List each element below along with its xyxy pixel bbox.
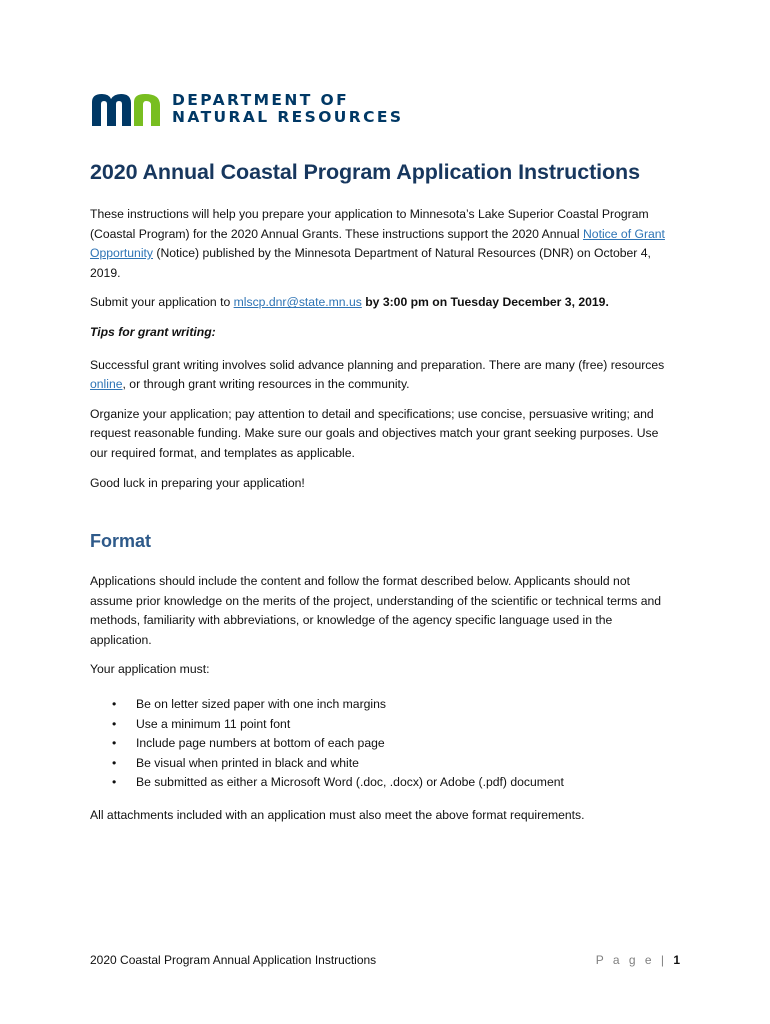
- requirements-list: [90, 695, 670, 793]
- mn-logo-icon: [90, 92, 162, 126]
- tips-heading: Tips for grant writing:: [90, 324, 216, 339]
- email-link[interactable]: mlscp.dnr@state.mn.us: [233, 295, 362, 310]
- deadline-text: by 3:00 pm on Tuesday December 3, 2019.: [361, 295, 609, 310]
- dnr-logo: [90, 92, 403, 126]
- online-link[interactable]: online: [90, 377, 123, 392]
- page-number: 1: [673, 953, 680, 967]
- page-footer: [90, 953, 680, 967]
- list-item: • Be submitted as either a Microsoft Word (.doc, .docx) or Adobe (.pdf) document: [90, 773, 670, 793]
- list-item: • Be visual when printed in black and white: [90, 754, 670, 774]
- bullet-icon: •: [112, 775, 117, 790]
- list-item: • Use a minimum 11 point font: [90, 715, 670, 735]
- logo-line-1: DEPARTMENT OF: [172, 91, 350, 109]
- list-item: • Include page numbers at bottom of each page: [90, 734, 670, 754]
- notice-link[interactable]: Notice of Grant Opportunity: [90, 226, 665, 261]
- attachments-paragraph: All attachments included with an application must also meet the above format requirements.: [90, 807, 585, 822]
- intro-section: [90, 205, 670, 493]
- page-title: 2020 Annual Coastal Program Application Instructions: [90, 160, 640, 184]
- format-heading: Format: [90, 531, 152, 551]
- submit-paragraph: Submit your application to mlscp.dnr@state.mn.us by 3:00 pm on Tuesday December 3, 2019.: [90, 295, 609, 310]
- good-luck-text: Good luck in preparing your application!: [90, 475, 305, 490]
- page-indicator: P a g e | 1: [595, 953, 680, 967]
- logo-line-2: NATURAL RESOURCES: [172, 108, 404, 126]
- format-paragraph: Applications should include the content and follow the format described below. Applicants should not assume prior knowledge on the merits of the project, understanding of the scientific or technical terms and methods, familiarity with abbreviations, or knowledge of the agency specific language used in the application.: [90, 574, 662, 647]
- bullet-icon: •: [112, 696, 117, 711]
- bullet-icon: •: [112, 716, 117, 731]
- footer-title: 2020 Coastal Program Annual Application Instructions: [90, 953, 377, 967]
- list-item: • Be on letter sized paper with one inch margins: [90, 695, 670, 715]
- bullet-icon: •: [112, 755, 117, 770]
- bullet-icon: •: [112, 736, 117, 751]
- intro-paragraph: These instructions will help you prepare your application to Minnesota’s Lake Superior Coastal Program (Coastal Program) for the 2020 Annual Grants. These instructions support the 2020 Annual Notice of Grant Opportunity (Notice) published by the Minnesota Department of Natural Resources (DNR) on October 4, 2019.: [90, 207, 665, 280]
- tips-paragraph-1: Successful grant writing involves solid advance planning and preparation. There are many (free) resources online, or through grant writing resources in the community.: [90, 357, 665, 392]
- tips-paragraph-2: Organize your application; pay attention to detail and specifications; use concise, persuasive writing; and request reasonable funding. Make sure our goals and objectives match your grant seeking purposes. Use our required format, and templates as applicable.: [90, 406, 659, 460]
- requirements-intro: Your application must:: [90, 662, 210, 677]
- format-section: [90, 572, 670, 826]
